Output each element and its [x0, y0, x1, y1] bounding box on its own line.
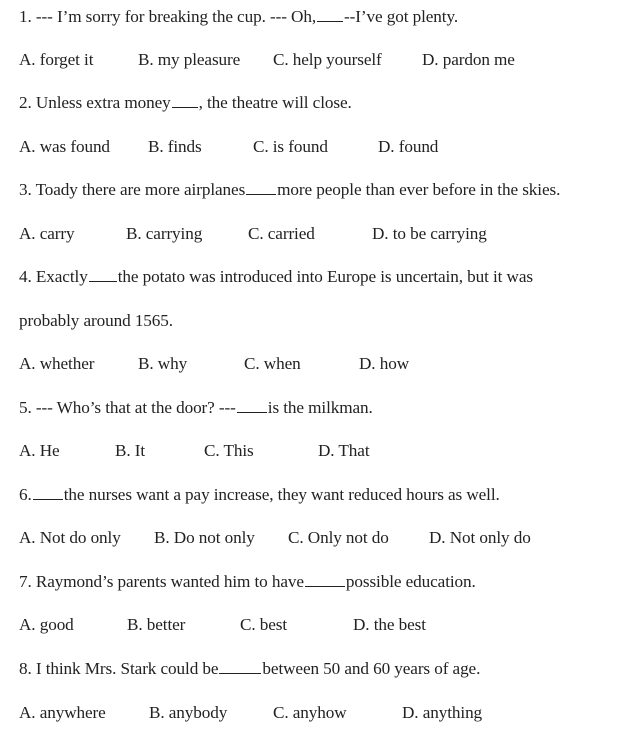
question-7-text-after: possible education.: [345, 572, 476, 591]
question-7-text-before: 7. Raymond’s parents wanted him to have: [19, 572, 304, 591]
question-3-text-before: 3. Toady there are more airplanes: [19, 180, 246, 199]
question-5-text-before: 5. --- Who’s that at the door? ---: [19, 398, 236, 417]
question-5-text-after: is the milkman.: [267, 398, 373, 417]
question-1-text-before: 1. --- I’m sorry for breaking the cup. --- Oh,: [19, 7, 317, 26]
option-b: B. Do not only: [154, 528, 255, 547]
question-4-text-before: 4. Exactly: [19, 267, 88, 286]
answer-blank: [33, 484, 63, 500]
option-c: C. is found: [253, 137, 328, 156]
option-b: B. carrying: [126, 224, 203, 243]
question-3-stem: [19, 179, 560, 201]
option-c: C. This: [204, 441, 254, 460]
option-b: B. why: [138, 354, 188, 373]
question-1-text-after: --I’ve got plenty.: [344, 7, 459, 26]
option-b: B. my pleasure: [138, 50, 241, 69]
question-4-stem-line2: [19, 310, 173, 332]
option-b: B. finds: [148, 137, 202, 156]
option-c: C. help yourself: [273, 50, 382, 69]
option-a: A. forget it: [19, 50, 94, 69]
option-a: A. was found: [19, 137, 110, 156]
option-d: D. the best: [353, 615, 426, 634]
option-d: D. found: [378, 137, 439, 156]
answer-blank: [305, 571, 345, 587]
option-b: B. anybody: [149, 703, 228, 722]
question-4-stem: [19, 266, 533, 288]
option-a: A. carry: [19, 224, 75, 243]
question-6-text-after: the nurses want a pay increase, they want reduced hours as well.: [63, 485, 500, 504]
option-c: C. best: [240, 615, 288, 634]
answer-blank: [219, 658, 261, 674]
answer-blank: [237, 397, 267, 413]
question-5-stem: [19, 397, 373, 419]
option-d: D. That: [318, 441, 370, 460]
answer-blank: [172, 92, 198, 108]
question-6-stem: [19, 484, 500, 506]
option-c: C. carried: [248, 224, 315, 243]
question-6-text-before: 6.: [19, 485, 32, 504]
answer-blank: [317, 6, 343, 22]
question-4-text-after: the potato was introduced into Europe is uncertain, but it was: [117, 267, 533, 286]
option-c: C. when: [244, 354, 301, 373]
option-d: D. Not only do: [429, 528, 531, 547]
question-2-text-before: 2. Unless extra money: [19, 93, 171, 112]
option-c: C. Only not do: [288, 528, 389, 547]
option-a: A. anywhere: [19, 703, 106, 722]
option-d: D. how: [359, 354, 410, 373]
question-8-text-before: 8. I think Mrs. Stark could be: [19, 659, 219, 678]
question-8-stem: [19, 658, 480, 680]
option-a: A. He: [19, 441, 60, 460]
option-a: A. Not do only: [19, 528, 121, 547]
option-c: C. anyhow: [273, 703, 347, 722]
option-d: D. anything: [402, 703, 483, 722]
question-7-stem: [19, 571, 476, 593]
option-a: A. whether: [19, 354, 95, 373]
option-b: B. better: [127, 615, 186, 634]
answer-blank: [89, 266, 117, 282]
option-d: D. to be carrying: [372, 224, 487, 243]
answer-blank: [246, 179, 276, 195]
question-8-text-after: between 50 and 60 years of age.: [262, 659, 481, 678]
question-4-text-line2: probably around 1565.: [19, 311, 173, 330]
option-b: B. It: [115, 441, 146, 460]
option-a: A. good: [19, 615, 74, 634]
question-3-text-after: more people than ever before in the skies.: [277, 180, 561, 199]
question-1-stem: [19, 6, 458, 28]
question-2-stem: [19, 92, 352, 114]
question-2-text-after: , the theatre will close.: [198, 93, 352, 112]
option-d: D. pardon me: [422, 50, 515, 69]
